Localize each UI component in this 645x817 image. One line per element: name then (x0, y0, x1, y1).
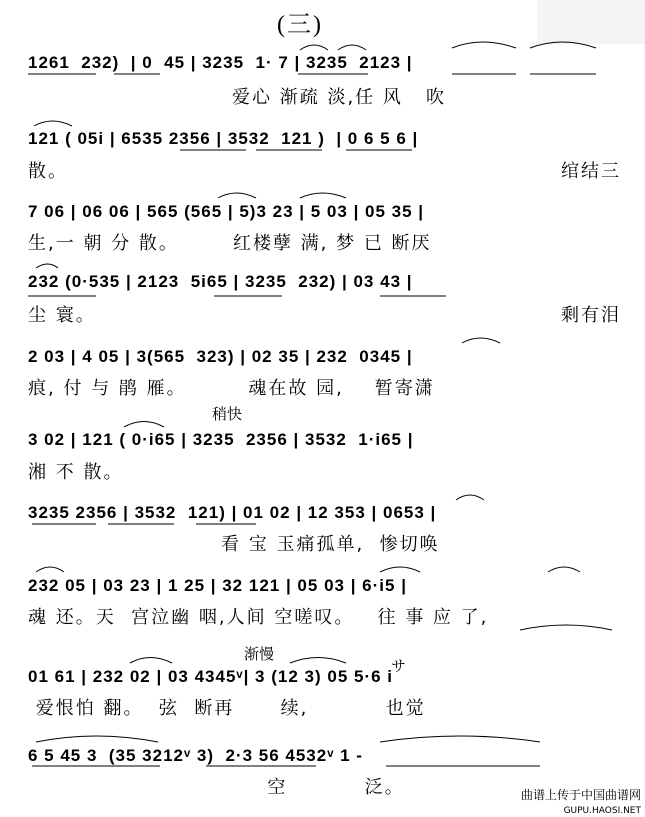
slur-arc (300, 45, 328, 50)
watermark-url: GUPU.HAOSI.NET (563, 806, 641, 816)
notation-row-3: 7 06 | 06 06 | 565 (565 | 5)3 23 | 5 03 | 05 35 | (28, 202, 425, 221)
lyrics-row-4: 尘 寰。 (28, 305, 96, 326)
slur-arc (124, 422, 164, 428)
notation-row-9: 01 61 | 232 02 | 03 4345ᵛ| 3 (12 3) 05 5·6 i (28, 667, 394, 686)
lyrics-row-2-right: 绾结三 (561, 161, 621, 182)
notation-row-6: 3 02 | 121 ( 0·i65 | 3235 2356 | 3532 1·i65 | (28, 430, 414, 449)
slur-arc (520, 625, 612, 630)
section-title: (三) (277, 12, 323, 38)
tempo-mark-faster: 稍快 (212, 405, 243, 423)
tempo-mark-free: サ (391, 657, 407, 675)
notation-row-2: 121 ( 05i | 6535 2356 | 3532 121 ) | 0 6 5 6 | (28, 129, 419, 148)
slur-arc (380, 736, 540, 742)
slur-arc (34, 121, 72, 126)
notation-row-8: 232 05 | 03 23 | 1 25 | 32 121 | 05 03 | 6·i5 | (28, 576, 407, 595)
slur-arc (218, 193, 256, 198)
slur-arc (36, 736, 158, 742)
slur-arc (290, 658, 346, 664)
lyrics-row-1: 爱心 渐疏 淡,任 风 吹 (232, 87, 447, 108)
lyrics-row-6: 湘 不 散。 (28, 462, 124, 483)
slur-arc (456, 495, 484, 500)
notation-row-5: 2 03 | 4 05 | 3(565 323) | 02 35 | 232 0345 | (28, 347, 413, 366)
slur-arc (380, 567, 420, 572)
notation-row-1: 1261 232) | 0 45 | 3235 1· 7 | 3235 2123 | (28, 53, 413, 72)
notation-row-7: 3235 2356 | 3532 121) | 01 02 | 12 353 | 0653 | (28, 503, 437, 522)
slur-arc (548, 567, 580, 572)
slur-arc (530, 42, 596, 48)
slur-arc (36, 567, 64, 572)
tempo-mark-slower: 渐慢 (244, 645, 275, 663)
lyrics-row-10: 空 泛。 (28, 777, 405, 798)
slur-arc (462, 338, 500, 343)
slur-arc (130, 658, 172, 664)
notation-row-4: 232 (0·535 | 2123 5i65 | 3235 232) | 03 43 | (28, 272, 413, 291)
watermark-text: 曲谱上传于中国曲谱网 (520, 788, 641, 802)
slur-arc (300, 193, 346, 198)
lyrics-row-7: 看 宝 玉痛孤单, 惨切唤 (28, 534, 440, 555)
lyrics-row-8: 魂 还。天 宫泣幽 咽,人间 空嗟叹。 往 事 应 了, (28, 607, 489, 628)
slur-arc (338, 45, 366, 50)
notation-row-10: 6 5 45 3 (35 3212ᵛ 3) 2·3 56 4532ᵛ 1 - (28, 746, 363, 765)
lyrics-row-2: 散。 (28, 161, 68, 182)
lyrics-row-9: 爱恨怕 翻。 弦 断再 续, 也觉 (28, 698, 426, 719)
lyrics-row-3: 生,一 朝 分 散。 红楼孽 满, 梦 已 断厌 (28, 233, 432, 254)
slur-arc (36, 264, 58, 268)
lyrics-row-5: 痕, 付 与 鹃 雁。 魂在故 园, 暂寄潇 (28, 378, 435, 399)
slur-arc (452, 42, 516, 48)
lyrics-row-4-right: 剩有泪 (561, 305, 621, 326)
